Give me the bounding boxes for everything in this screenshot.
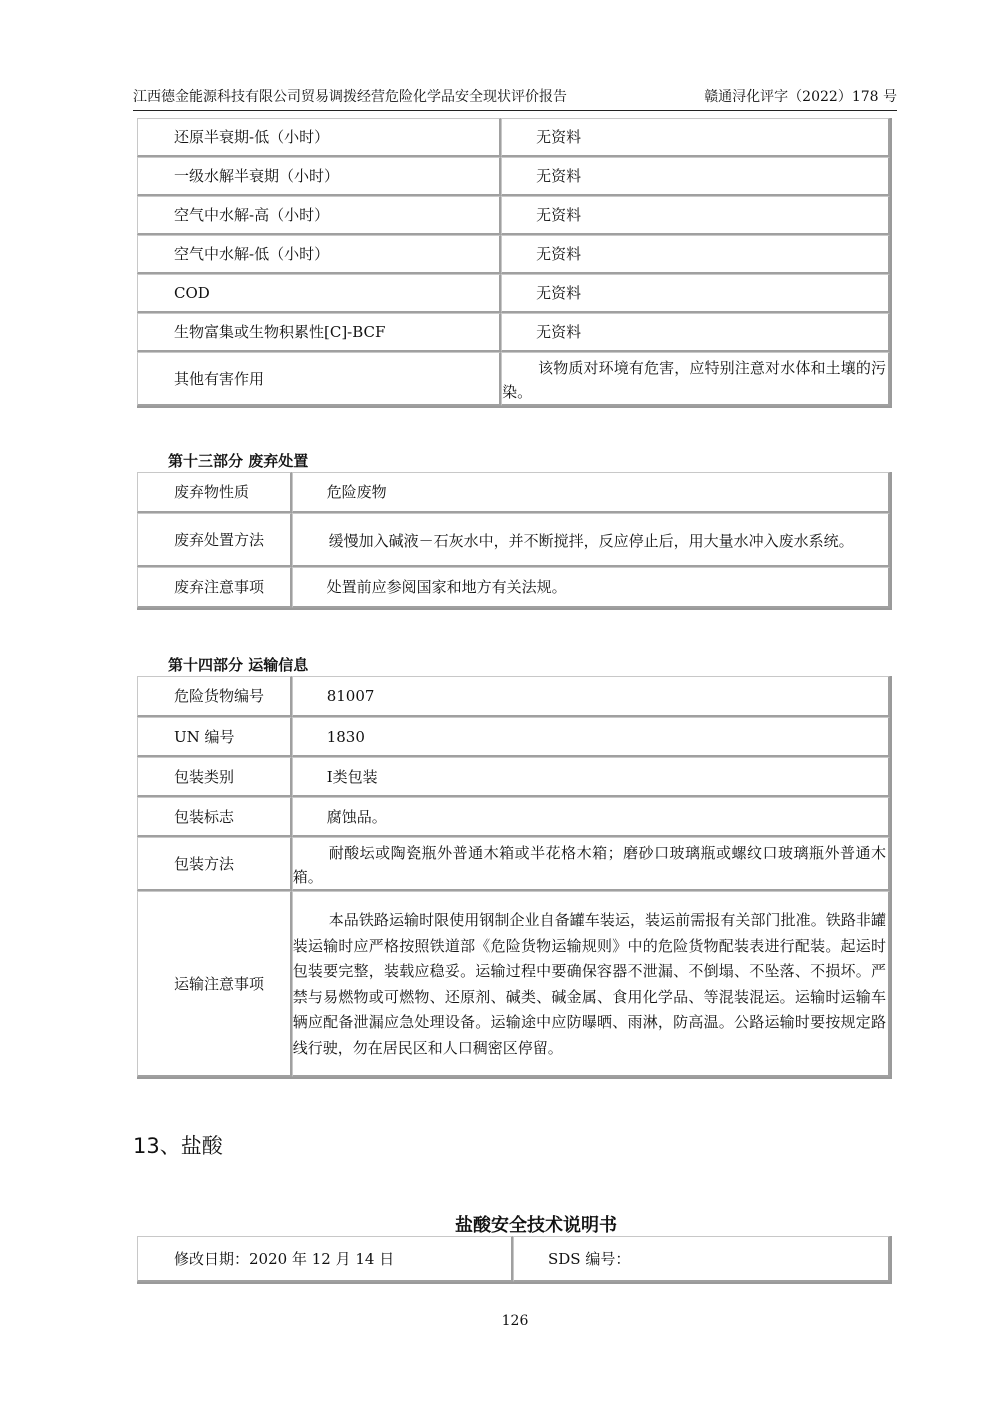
- table-row: [137, 757, 890, 797]
- table-row: [137, 274, 890, 313]
- sds-title: 盐酸安全技术说明书: [455, 1215, 617, 1236]
- row-label: 包装方法: [137, 837, 292, 891]
- page-header: [133, 88, 897, 111]
- table-row: [137, 717, 890, 757]
- row-value: 1830: [292, 717, 890, 757]
- row-value: 本品铁路运输时限使用钢制企业自备罐车装运，装运前需报有关部门批准。铁路非罐装运输时应严格按照铁道部《危险货物运输规则》中的危险货物配装表进行配装。起运时包装要完整，装载应稳妥。运输过程中要确保容器不泄漏、不倒塌、不坠落、不损坏。严禁与易燃物或可燃物、还原剂、碱类、碱金属、食用化学品、等混装混运。运输时运输车辆应配备泄漏应急处理设备。运输途中应防曝晒、雨淋，防高温。公路运输时要按规定路线行驶，勿在居民区和人口稠密区停留。: [292, 891, 890, 1077]
- row-label: 危险货物编号: [137, 676, 292, 717]
- page-number: 126: [501, 1313, 529, 1329]
- table-row: [137, 313, 890, 352]
- row-label: 废弃处置方法: [137, 513, 292, 567]
- table-row: [137, 676, 890, 717]
- table-row: [137, 567, 890, 608]
- row-value: 无资料: [501, 196, 890, 235]
- row-value: 缓慢加入碱液－石灰水中，并不断搅拌，反应停止后，用大量水冲入废水系统。: [292, 513, 890, 567]
- row-label: 一级水解半衰期（小时）: [137, 157, 501, 196]
- sds-info-table: [137, 1236, 892, 1284]
- table-row: [137, 352, 890, 406]
- row-label: 空气中水解-高（小时）: [137, 196, 501, 235]
- row-value: 耐酸坛或陶瓷瓶外普通木箱或半花格木箱；磨砂口玻璃瓶或螺纹口玻璃瓶外普通木箱。: [292, 837, 890, 891]
- row-label: 还原半衰期-低（小时）: [137, 118, 501, 157]
- ecology-table: [137, 118, 892, 408]
- revise-date: 修改日期：2020 年 12 月 14 日: [137, 1236, 513, 1282]
- table-row: [137, 1236, 890, 1282]
- row-value: 无资料: [501, 313, 890, 352]
- row-value: 无资料: [501, 118, 890, 157]
- table-row: [137, 891, 890, 1077]
- row-label: 空气中水解-低（小时）: [137, 235, 501, 274]
- chapter-title: 13、盐酸: [133, 1134, 223, 1158]
- row-label: UN 编号: [137, 717, 292, 757]
- report-number: 赣通浔化评字（2022）178 号: [704, 89, 897, 105]
- row-value: Ⅰ类包装: [292, 757, 890, 797]
- row-label: 包装类别: [137, 757, 292, 797]
- row-value: 危险废物: [292, 472, 890, 513]
- row-label: 其他有害作用: [137, 352, 501, 406]
- table-row: [137, 157, 890, 196]
- transport-table: [137, 676, 892, 1079]
- row-value: 81007: [292, 676, 890, 717]
- row-value: 无资料: [501, 274, 890, 313]
- row-value: 无资料: [501, 157, 890, 196]
- row-label: COD: [137, 274, 501, 313]
- sds-number: SDS 编号：: [513, 1236, 890, 1282]
- row-value: 腐蚀品。: [292, 797, 890, 837]
- row-label: 运输注意事项: [137, 891, 292, 1077]
- row-label: 废弃物性质: [137, 472, 292, 513]
- row-value: 无资料: [501, 235, 890, 274]
- row-label: 生物富集或生物积累性[C]-BCF: [137, 313, 501, 352]
- table-row: [137, 797, 890, 837]
- table-row: [137, 472, 890, 513]
- table-row: [137, 837, 890, 891]
- row-label: 废弃注意事项: [137, 567, 292, 608]
- table-row: [137, 513, 890, 567]
- row-value: 处置前应参阅国家和地方有关法规。: [292, 567, 890, 608]
- disposal-table: [137, 472, 892, 610]
- report-title: 江西德金能源科技有限公司贸易调拨经营危险化学品安全现状评价报告: [133, 89, 567, 105]
- row-label: 包装标志: [137, 797, 292, 837]
- section-13-heading: 第十三部分 废弃处置: [168, 452, 309, 470]
- row-value: 该物质对环境有危害，应特别注意对水体和土壤的污染。: [501, 352, 890, 406]
- table-row: [137, 235, 890, 274]
- table-row: [137, 118, 890, 157]
- section-14-heading: 第十四部分 运输信息: [168, 656, 309, 674]
- table-row: [137, 196, 890, 235]
